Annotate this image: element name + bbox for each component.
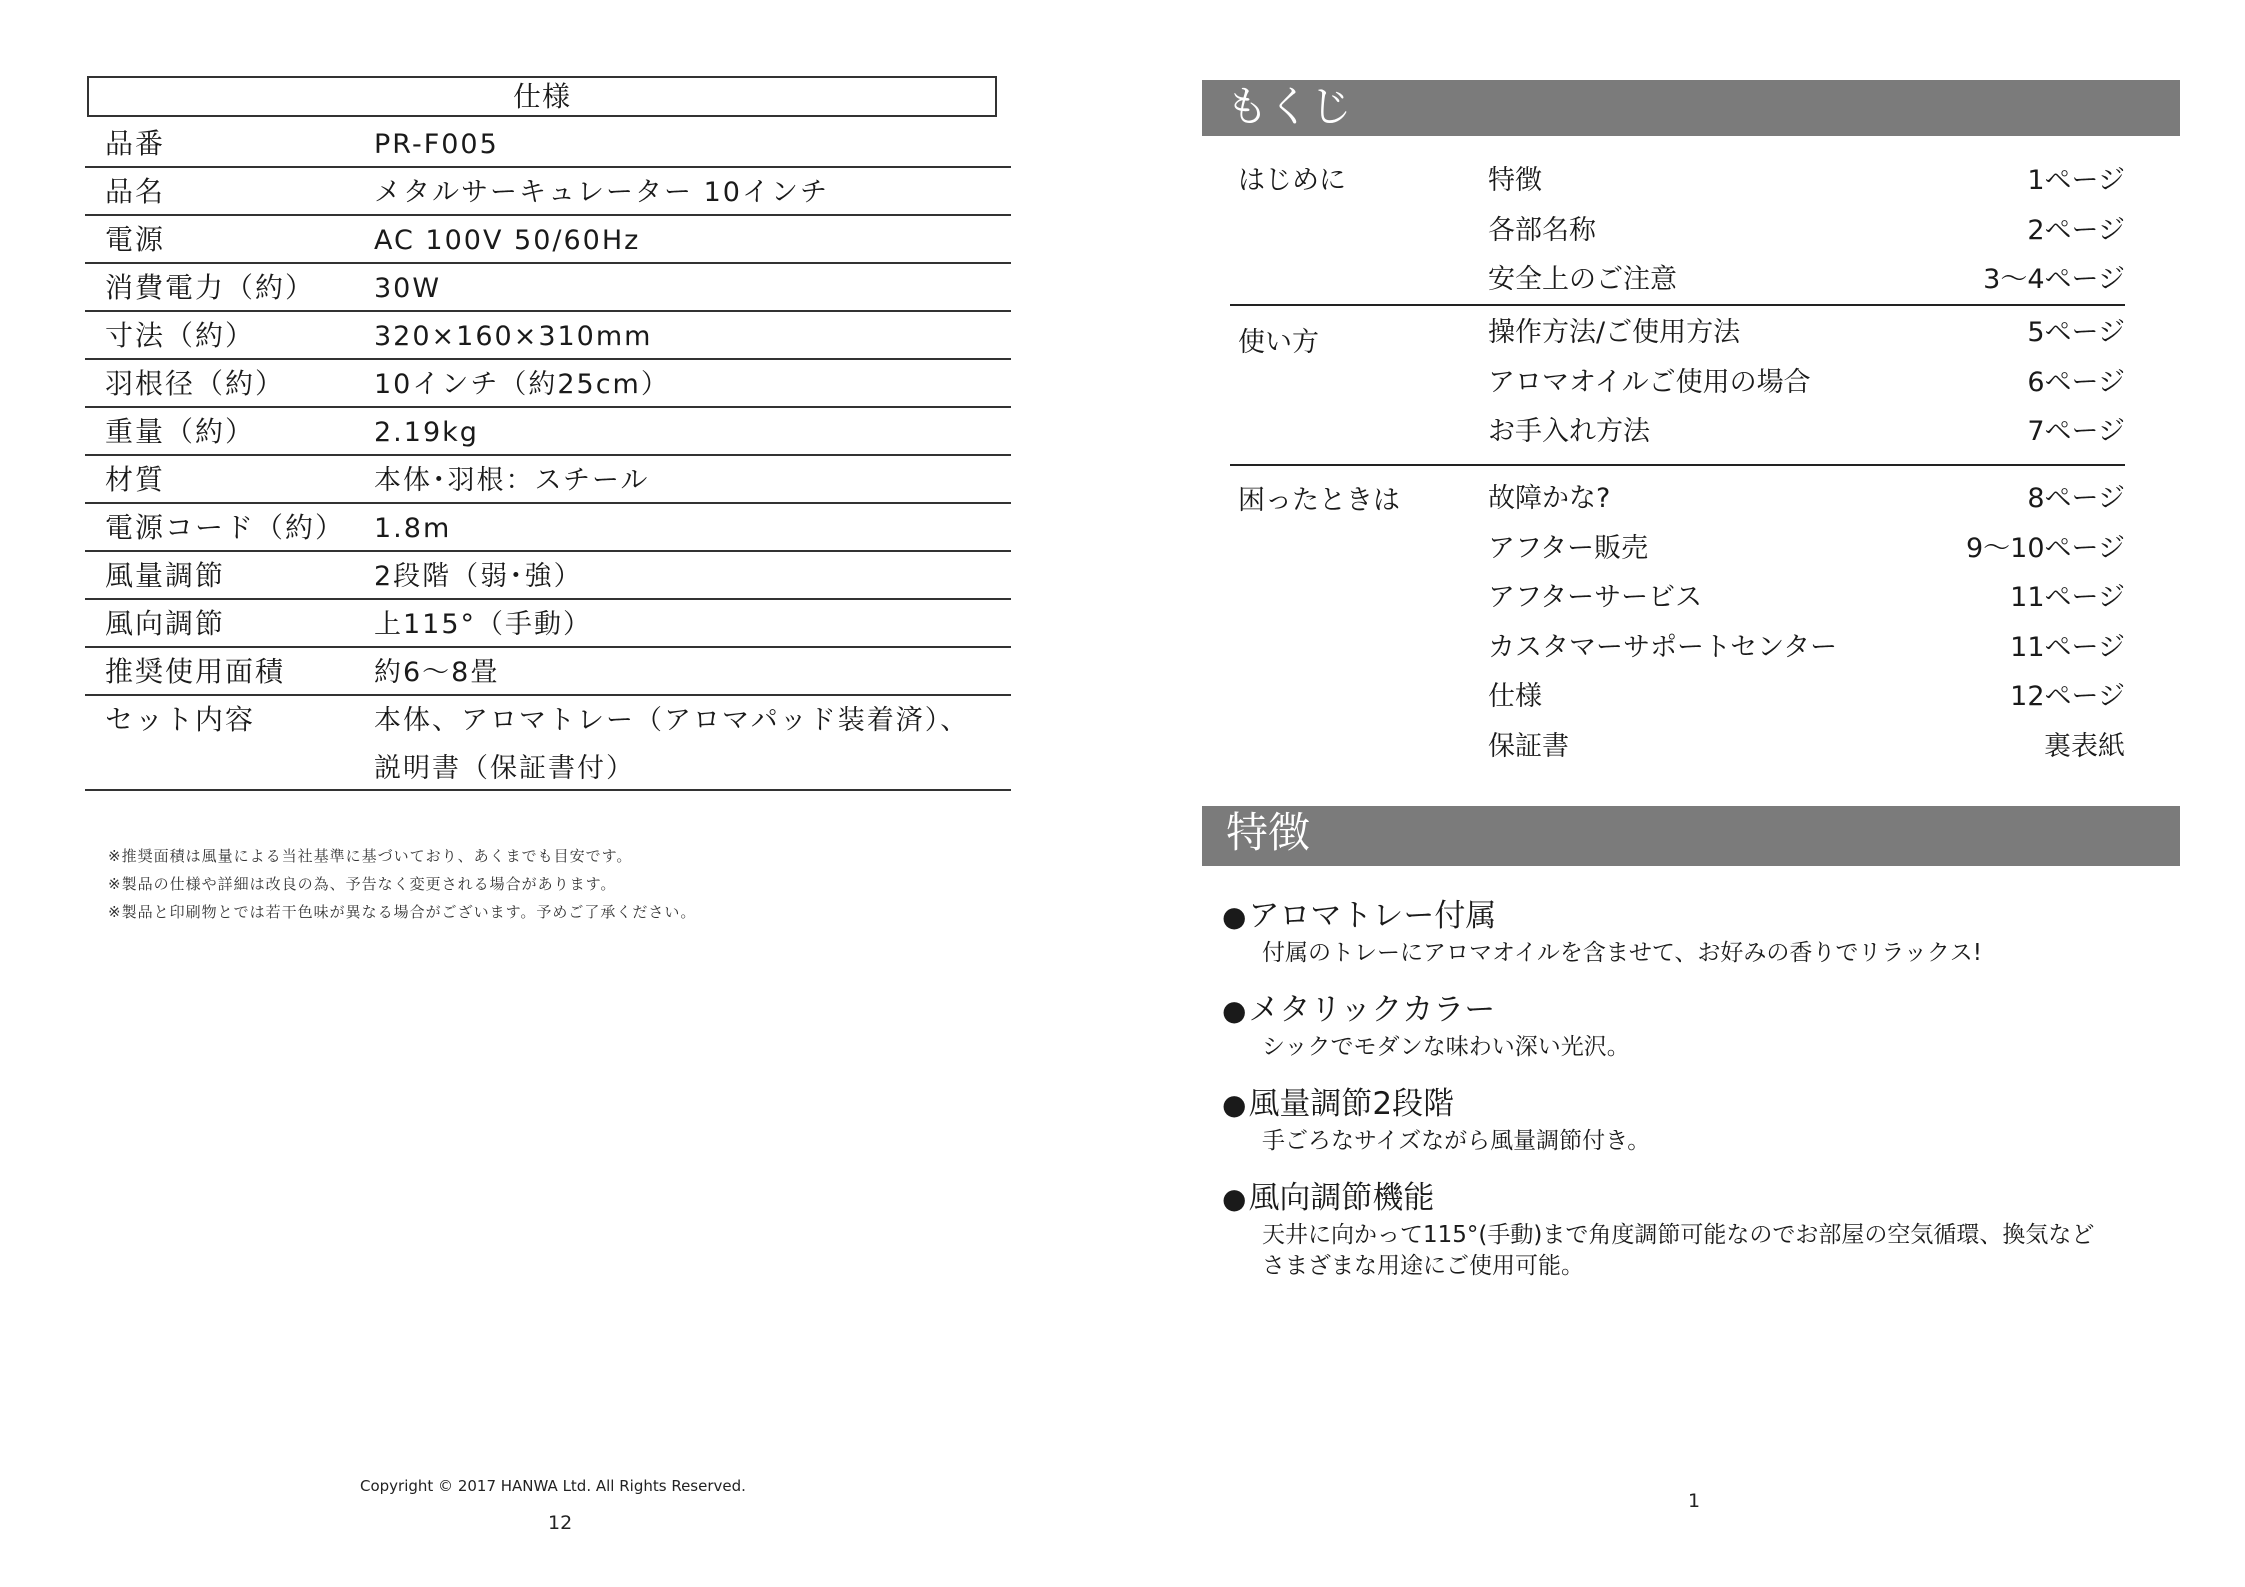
toc-item-page: 11ページ: [2010, 631, 2125, 663]
spec-value: 本体･羽根：スチール: [374, 465, 650, 496]
spec-value: 10インチ（約25cm）: [374, 369, 670, 400]
bullet-icon: ●: [1222, 994, 1247, 1027]
note: ※製品の仕様や詳細は改良の為、予告なく変更される場合があります。: [108, 875, 617, 893]
spec-value: 約6～8畳: [374, 657, 500, 688]
toc-title: もくじ: [1226, 82, 1353, 131]
toc-item[interactable]: [1488, 415, 2125, 465]
bullet-icon: ●: [1222, 1088, 1247, 1121]
toc-item-page: 12ページ: [2010, 681, 2125, 712]
toc-item[interactable]: [1488, 730, 2125, 780]
toc-item[interactable]: [1488, 316, 2125, 366]
spec-table: [85, 120, 1011, 791]
feature-item: [1222, 895, 2172, 969]
toc-item-page: 3～4ページ: [1983, 264, 2125, 295]
page-number: 1: [1688, 1490, 1701, 1512]
toc-section-heading: 使い方: [1238, 327, 1319, 358]
toc-item-title: アロマオイルご使用の場合: [1488, 366, 1811, 398]
toc-item-title: 各部名称: [1488, 214, 1596, 246]
bullet-icon: ●: [1222, 900, 1247, 933]
copyright: Copyright © 2017 HANWA Ltd. All Rights Reserved.: [360, 1477, 746, 1495]
features-list: [1222, 895, 2172, 1302]
spec-row: [85, 216, 1011, 264]
toc-item[interactable]: [1488, 532, 2125, 582]
spec-value: 2段階（弱･強）: [374, 561, 583, 592]
spec-label: 材質: [105, 463, 166, 496]
spec-label: 風量調節: [105, 559, 226, 592]
toc-item-title: アフターサービス: [1488, 582, 1703, 613]
spec-page: [0, 0, 1120, 1587]
spec-row: [85, 456, 1011, 504]
spec-label: 電源: [105, 223, 166, 256]
toc-item[interactable]: [1488, 164, 2125, 214]
spec-value: 2.19kg: [374, 417, 479, 448]
toc-item[interactable]: [1488, 581, 2125, 631]
toc-item[interactable]: [1488, 680, 2125, 730]
feature-heading-text: 風量調節2段階: [1248, 1086, 1455, 1122]
toc-item-page: 1ページ: [2027, 165, 2125, 196]
spec-value: 1.8m: [374, 513, 452, 544]
features-banner: [1202, 806, 2180, 866]
toc-section: [1230, 160, 2125, 306]
toc-item-page: 2ページ: [2027, 214, 2125, 246]
feature-desc: 天井に向かって115°(手動)まで角度調節可能なのでお部屋の空気循環、換気など: [1262, 1222, 2095, 1248]
toc-item-page: 8ページ: [2027, 483, 2125, 514]
spec-notes: [108, 842, 696, 926]
feature-desc: シックでモダンな味わい深い光沢。: [1262, 1034, 1630, 1060]
toc-item-title: 安全上のご注意: [1488, 264, 1677, 295]
features-title: 特徴: [1226, 808, 1311, 857]
spec-label: 品名: [105, 175, 166, 208]
spec-value: メタルサーキュレーター 10インチ: [374, 177, 829, 208]
note: ※推奨面積は風量による当社基準に基づいており、あくまでも目安です。: [108, 847, 633, 865]
toc-item-page: 7ページ: [2027, 416, 2125, 447]
spec-value-line: 説明書（保証書付）: [374, 753, 635, 784]
note: ※製品と印刷物とでは若干色味が異なる場合がございます。予めご了承ください。: [108, 903, 697, 921]
toc-items: [1488, 316, 2125, 465]
spec-row: [85, 696, 1011, 791]
feature-heading: [1222, 989, 2172, 1032]
toc-item-title: カスタマーサポートセンター: [1488, 631, 1838, 663]
spec-row: [85, 168, 1011, 216]
toc-item-title: 故障かな?: [1488, 483, 1611, 514]
spec-row: [85, 648, 1011, 696]
spec-value: PR-F005: [374, 129, 499, 160]
toc-items: [1488, 164, 2125, 313]
spec-value-line: 本体、アロマトレー（アロマパッド装着済）、: [374, 705, 970, 736]
feature-item: [1222, 1177, 2172, 1282]
spec-label: 消費電力（約）: [105, 271, 316, 304]
feature-heading: [1222, 1177, 2172, 1220]
feature-heading-text: メタリックカラー: [1248, 992, 1496, 1028]
spec-title: 仕様: [87, 76, 997, 117]
toc-item-page: 11ページ: [2010, 582, 2125, 613]
spec-row: [85, 360, 1011, 408]
spec-row: [85, 120, 1011, 168]
toc-item-title: 操作方法/ご使用方法: [1488, 317, 1741, 348]
spec-label: 推奨使用面積: [105, 655, 286, 688]
feature-desc: 手ごろなサイズながら風量調節付き。: [1262, 1128, 1651, 1154]
spec-value: 30W: [374, 273, 442, 304]
toc-item[interactable]: [1488, 482, 2125, 532]
bullet-icon: ●: [1222, 1182, 1247, 1215]
feature-item: [1222, 989, 2172, 1063]
toc-section-heading: はじめに: [1238, 165, 1346, 196]
spec-row: [85, 600, 1011, 648]
feature-desc: さまざまな用途にご使用可能。: [1262, 1253, 1584, 1279]
page-number: 12: [548, 1512, 573, 1534]
spec-label: 風向調節: [105, 607, 226, 640]
toc-item-page: 裏表紙: [2044, 730, 2125, 762]
spec-row: [85, 504, 1011, 552]
feature-heading-text: 風向調節機能: [1248, 1180, 1435, 1216]
feature-heading-text: アロマトレー付属: [1248, 898, 1497, 934]
spec-label: セット内容: [105, 703, 256, 736]
toc-item-title: お手入れ方法: [1488, 416, 1650, 447]
toc-item[interactable]: [1488, 631, 2125, 681]
spec-row: [85, 264, 1011, 312]
toc-banner: [1202, 80, 2180, 136]
toc-item[interactable]: [1488, 214, 2125, 264]
feature-item: [1222, 1083, 2172, 1157]
spec-value: 上115°（手動）: [374, 609, 593, 640]
spec-label: 重量（約）: [105, 415, 256, 448]
spec-label: 電源コード（約）: [105, 511, 346, 544]
toc-item-title: 仕様: [1488, 681, 1542, 712]
spec-row: [85, 312, 1011, 360]
toc-section: [1230, 466, 2125, 766]
toc-item-page: 9～10ページ: [1966, 532, 2125, 564]
spec-label: 寸法（約）: [105, 319, 256, 352]
toc-item-page: 5ページ: [2027, 317, 2125, 348]
toc-items: [1488, 482, 2125, 779]
spec-row: [85, 408, 1011, 456]
spec-value: AC 100V 50/60Hz: [374, 225, 641, 256]
toc-item[interactable]: [1488, 366, 2125, 416]
toc-item-title: 特徴: [1488, 165, 1542, 196]
toc-section: [1230, 306, 2125, 466]
feature-heading: [1222, 1083, 2172, 1126]
toc-item-title: 保証書: [1488, 730, 1569, 762]
spec-label: 羽根径（約）: [105, 367, 286, 400]
feature-heading: [1222, 895, 2172, 938]
table-of-contents: [1230, 160, 2125, 766]
toc-item-page: 6ページ: [2027, 366, 2125, 398]
feature-desc: 付属のトレーにアロマオイルを含ませて、お好みの香りでリラックス!: [1262, 940, 1982, 966]
spec-value: 320×160×310mm: [374, 321, 653, 352]
spec-value: [374, 697, 994, 793]
spec-label: 品番: [105, 127, 166, 160]
toc-section-heading: 困ったときは: [1238, 485, 1400, 516]
spec-row: [85, 552, 1011, 600]
toc-item-title: アフター販売: [1488, 532, 1649, 564]
